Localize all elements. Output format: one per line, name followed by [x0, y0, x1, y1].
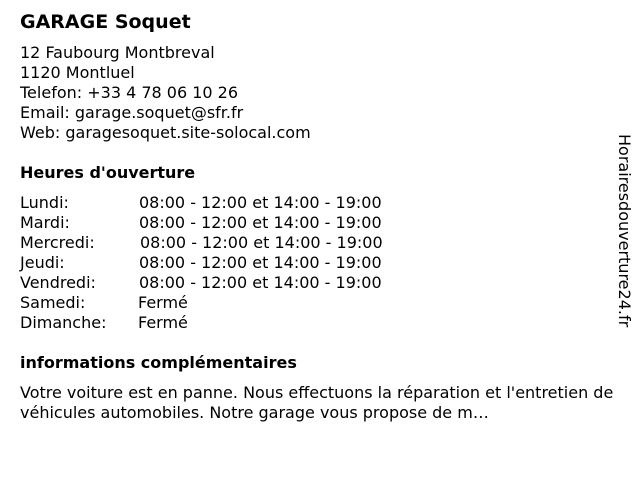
web-line[interactable]: Web: garagesoquet.site-solocal.com — [20, 123, 311, 142]
day-label: Mercredi: — [20, 233, 95, 252]
day-label: Jeudi: — [20, 253, 65, 272]
address-line-2: 1120 Montluel — [20, 63, 135, 82]
info-heading: informations complémentaires — [20, 353, 297, 372]
day-label: Samedi: — [20, 293, 86, 312]
info-description: Votre voiture est en panne. Nous effectuons la réparation et l'entretien de véhicules automobiles. Notre garage vous propose de m… — [20, 383, 614, 422]
hours-value: 08:00 - 12:00 et 14:00 - 19:00 — [139, 253, 382, 272]
hours-heading: Heures d'ouverture — [20, 163, 196, 182]
hours-value: Fermé — [138, 293, 188, 312]
hours-value: 08:00 - 12:00 et 14:00 - 19:00 — [139, 273, 382, 292]
day-label: Dimanche: — [20, 313, 107, 332]
business-name: GARAGE Soquet — [20, 11, 191, 33]
email-line[interactable]: Email: garage.soquet@sfr.fr — [20, 103, 244, 122]
day-label: Mardi: — [20, 213, 70, 232]
hours-value: 08:00 - 12:00 et 14:00 - 19:00 — [139, 213, 382, 232]
hours-value: 08:00 - 12:00 et 14:00 - 19:00 — [139, 193, 382, 212]
hours-value: 08:00 - 12:00 et 14:00 - 19:00 — [140, 233, 383, 252]
phone-line[interactable]: Telefon: +33 4 78 06 10 26 — [20, 83, 239, 102]
site-watermark: Horairesdouverture24.fr — [615, 134, 634, 328]
contact-block — [20, 43, 311, 143]
address-line-1: 12 Faubourg Montbreval — [20, 43, 215, 62]
day-label: Vendredi: — [20, 273, 96, 292]
hours-value: Fermé — [138, 313, 188, 332]
day-label: Lundi: — [20, 193, 69, 212]
